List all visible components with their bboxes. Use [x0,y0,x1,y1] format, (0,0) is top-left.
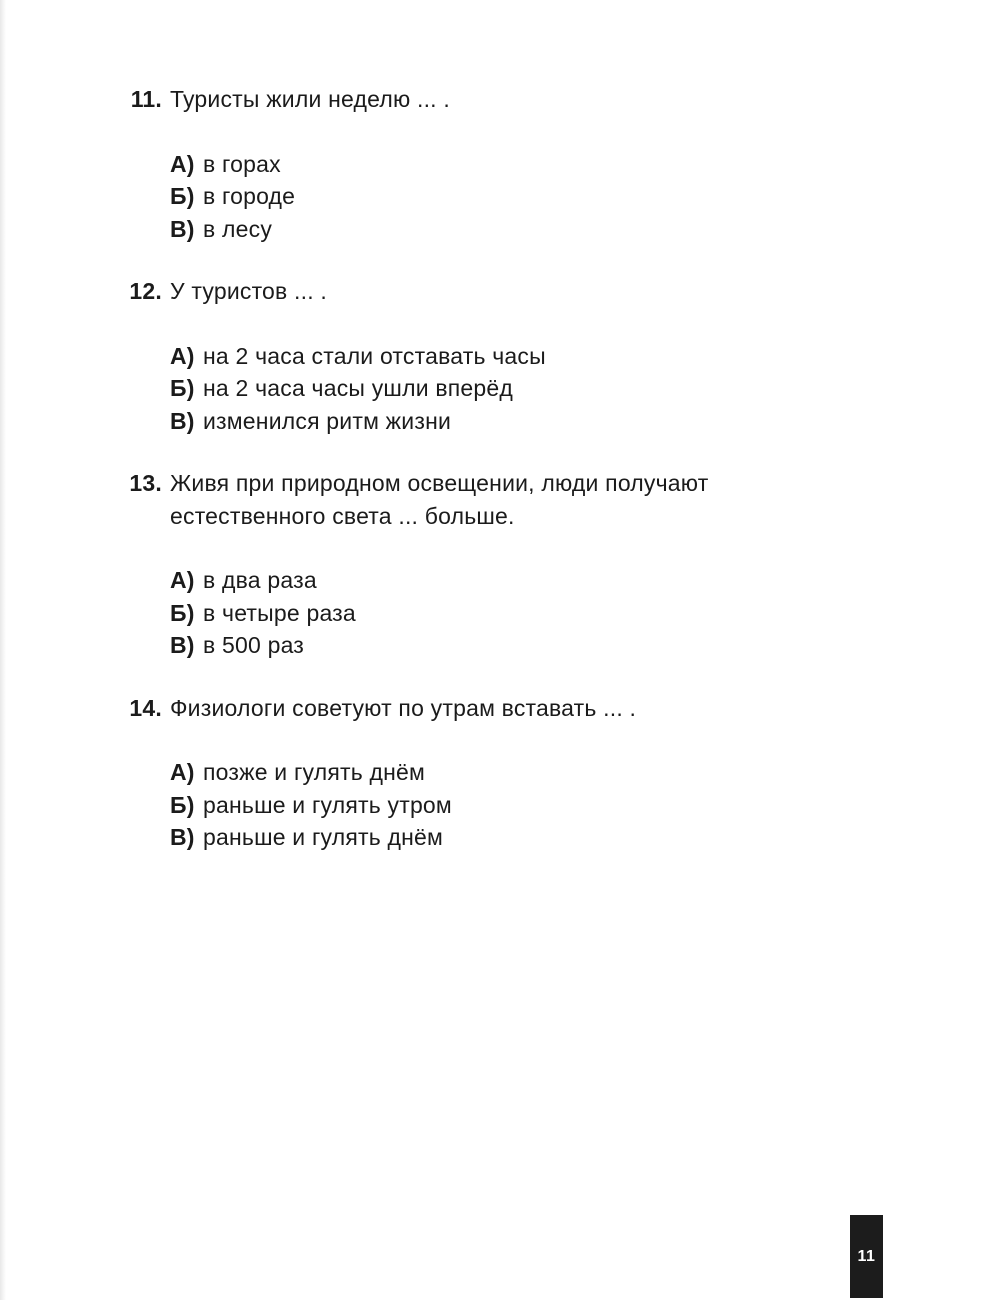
option-row [170,564,940,597]
option-letter: А) [170,150,195,177]
question-line [122,275,940,308]
question-block [122,275,940,437]
question-block [122,467,940,662]
option-text: в лесу [203,215,273,242]
page-number-tab [850,1215,883,1298]
question-block [122,692,940,854]
option-row [170,180,940,213]
option-letter: В) [170,407,195,434]
option-letter: Б) [170,183,195,209]
question-number: 14. [129,694,162,721]
option-text: позже и гулять днём [203,759,426,785]
option-letter: В) [170,632,195,658]
question-line [122,467,940,532]
option-text: раньше и гулять днём [203,824,444,850]
option-row [170,629,940,662]
option-letter: В) [170,824,195,850]
option-text: в городе [203,183,296,209]
question-number: 12. [129,278,162,304]
option-letter: Б) [170,375,195,401]
question-line [122,692,940,725]
question-text: Физиологи советуют по утрам вставать ... . [170,694,637,721]
option-row [170,756,940,789]
option-letter: Б) [170,599,195,626]
options-list [170,148,940,246]
question-text: У туристов ... . [170,278,328,304]
option-letter: А) [170,342,195,369]
option-row [170,340,940,373]
option-text: в горах [203,150,281,177]
options-list [170,564,940,662]
option-text: в 500 раз [203,632,305,658]
option-letter: В) [170,215,195,242]
question-number: 13. [129,470,162,496]
question-line [122,83,940,116]
option-letter: Б) [170,791,195,818]
option-letter: А) [170,759,195,785]
option-row [170,148,940,181]
question-number: 11. [130,86,162,112]
option-text: в два раза [203,567,317,593]
option-row [170,405,940,438]
option-letter: А) [170,567,195,593]
question-block [122,83,940,245]
option-text: на 2 часа стали отставать часы [203,342,546,369]
option-row [170,597,940,630]
option-row [170,821,940,854]
options-list [170,340,940,438]
option-row [170,789,940,822]
options-list [170,756,940,854]
option-text: в четыре раза [203,599,356,626]
option-text: раньше и гулять утром [203,791,452,818]
question-text: Живя при природном освещении, люди получают естественного света ... больше. [170,470,709,529]
question-text: Туристы жили неделю ... . [170,86,450,112]
option-text: на 2 часа часы ушли вперёд [203,375,513,401]
option-text: изменился ритм жизни [203,407,452,434]
option-row [170,213,940,246]
option-row [170,372,940,405]
page-number: 11 [857,1247,876,1265]
